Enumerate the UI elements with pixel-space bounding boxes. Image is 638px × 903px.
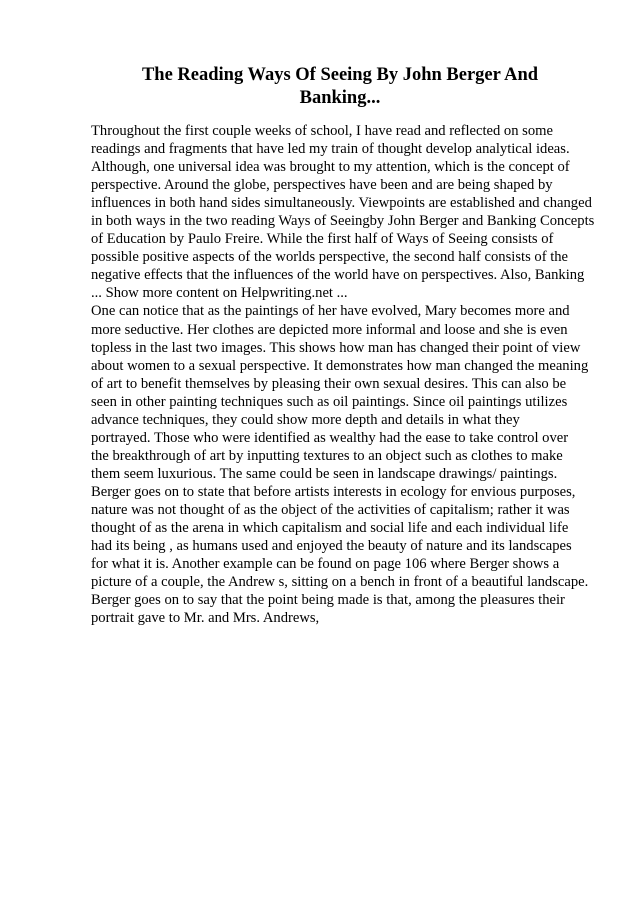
document-body <box>91 122 601 627</box>
body-line: Berger goes on to say that the point being made is that, among the pleasures their <box>91 592 565 609</box>
body-line: of Education by Paulo Freire. While the first half of Ways of Seeing consists of <box>91 231 554 248</box>
document-title <box>120 64 560 110</box>
body-line: the breakthrough of art by inputting textures to an object such as clothes to make <box>91 447 563 464</box>
body-line: Throughout the first couple weeks of school, I have read and reflected on some <box>91 123 553 139</box>
body-line: portrait gave to Mr. and Mrs. Andrews, <box>91 610 320 627</box>
title-line: The Reading Ways Of Seeing By John Berger And <box>141 65 539 85</box>
body-line: seen in other painting techniques such as oil paintings. Since oil paintings utilizes <box>91 393 568 410</box>
title-line: Banking... <box>299 88 381 108</box>
body-line: thought of as the arena in which capitalism and social life and each individual life <box>91 520 569 537</box>
body-line: of art to benefit themselves by pleasing their own sexual desires. This can also be <box>91 375 567 392</box>
body-line: in both ways in the two reading Ways of Seeingby John Berger and Banking Concepts <box>91 213 595 230</box>
body-line: portrayed. Those who were identified as wealthy had the ease to take control over <box>91 429 569 446</box>
body-line: about women to a sexual perspective. It demonstrates how man changed the meaning <box>91 357 589 374</box>
body-line: Although, one universal idea was brought to my attention, which is the concept of <box>91 159 570 176</box>
body-line: influences in both hand sides simultaneously. Viewpoints are established and changed <box>91 195 592 212</box>
body-line: readings and fragments that have led my train of thought develop analytical ideas. <box>91 141 570 158</box>
body-line: picture of a couple, the Andrew s, sitting on a bench in front of a beautiful landscape. <box>91 574 589 591</box>
body-line: more seductive. Her clothes are depicted more informal and loose and she is even <box>91 321 568 338</box>
show-more-line: ... Show more content on Helpwriting.net ... <box>91 285 348 302</box>
body-line: Berger goes on to state that before artists interests in ecology for envious purposes, <box>91 483 576 500</box>
body-line: for what it is. Another example can be found on page 106 where Berger shows a <box>91 556 560 573</box>
body-line: them seem luxurious. The same could be seen in landscape drawings/ paintings. <box>91 465 558 482</box>
body-line: advance techniques, they could show more depth and details in what they <box>91 411 520 428</box>
body-line: perspective. Around the globe, perspectives have been and are being shaped by <box>91 177 553 194</box>
body-line: One can notice that as the paintings of her have evolved, Mary becomes more and <box>91 303 570 320</box>
body-line: negative effects that the influences of the world have on perspectives. Also, Banking <box>91 267 585 284</box>
body-line: nature was not thought of as the object of the activities of capitalism; rather it was <box>91 501 570 518</box>
body-line: possible positive aspects of the worlds perspective, the second half consists of the <box>91 249 569 266</box>
body-line: had its being , as humans used and enjoyed the beauty of nature and its landscapes <box>91 538 572 555</box>
body-line: topless in the last two images. This shows how man has changed their point of view <box>91 339 581 356</box>
